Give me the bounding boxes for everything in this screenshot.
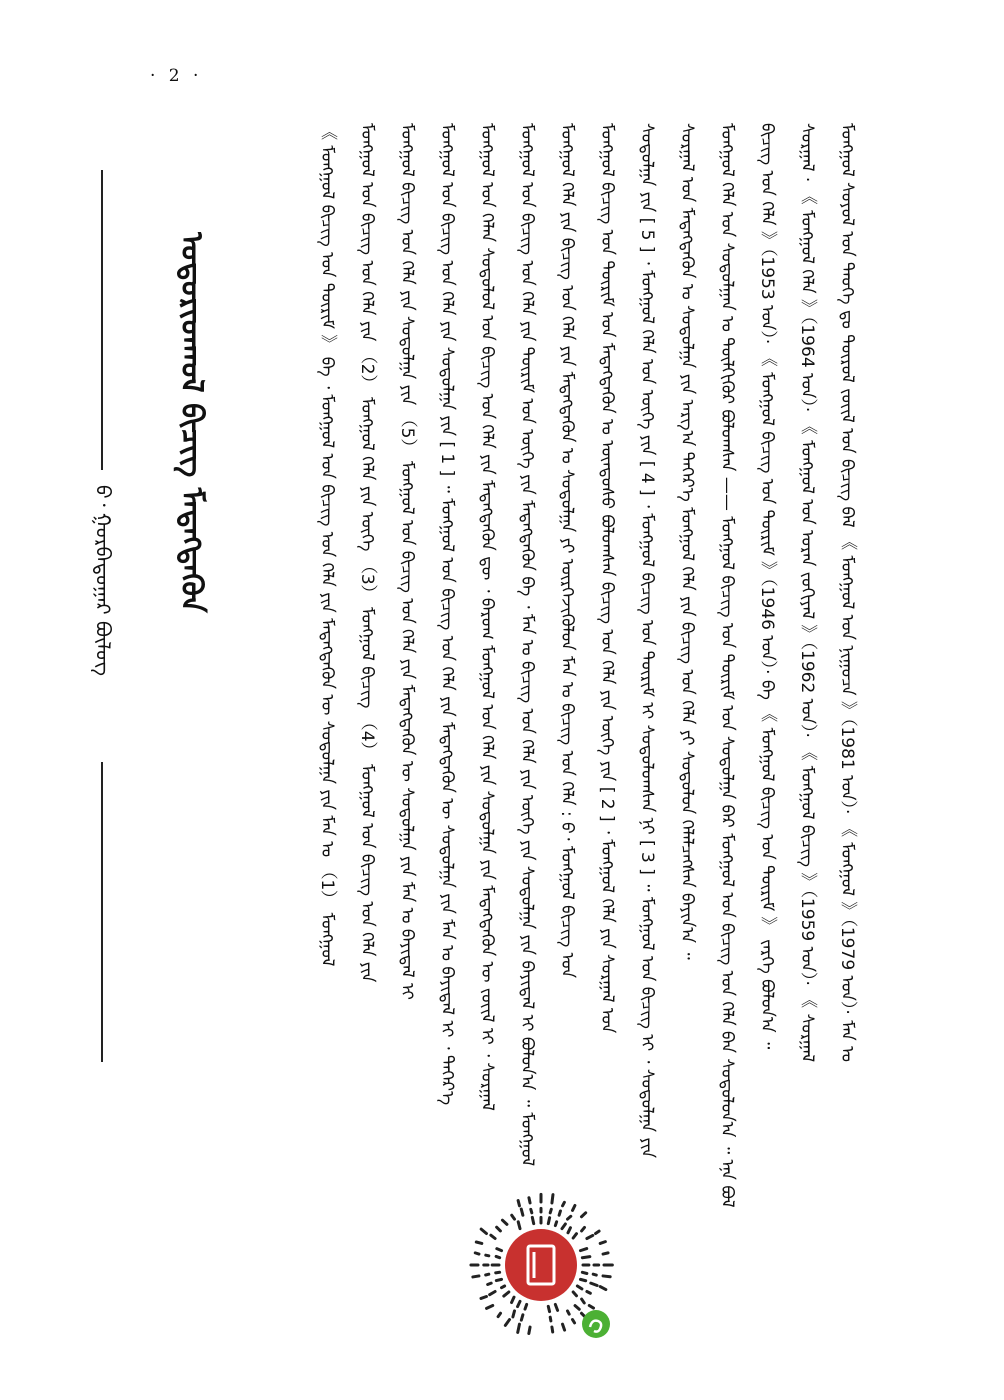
body-line-4: ᠮᠣᠩᠭᠣᠯ ᠪᠢᠴᠢᠭ ᠤᠨ ᠬᠡᠯᠡ ᠶᠢᠨ ᠰᠤᠳᠤᠯᠭᠠ ᠶᠢᠨ （5） ᠮᠣᠩᠭᠣᠯ ᠤᠨ ᠪᠢᠴᠢᠭ ᠤᠨ ᠬᠡᠯᠡ ᠶᠢᠨ ᠮᠡᠳᠡᠭᠳᠡᠬᠦᠨ ᠦ ᠰᠤᠳᠤᠯᠭᠠ ᠶᠢᠨ ᠮᠠᠨ ᠤ ᠪᠠᠶᠢᠳᠠᠯ ᠢ: [397, 123, 417, 1000]
body-line-9: ᠮᠣᠩᠭᠣᠯ ᠪᠢᠴᠢᠭ ᠤᠨ ᠳᠦᠷᠢᠮ ᠤᠨ ᠮᠡᠳᠡᠭᠳᠡᠬᠦᠨ ᠤ ᠦᠨᠳᠦᠰᠦ ᠪᠣᠯᠤᠭᠰᠠᠨ ᠪᠢᠴᠢᠭ ᠤᠨ ᠬᠡᠯᠡ ᠶᠢᠨ ᠦᠭᠡ ᠶᠢᠨ [ 2 ] ᠂ ᠮᠣᠩᠭᠣᠯ ᠬᠡᠯᠡ ᠶᠢᠨ ᠰᠤᠷᠭᠠᠯ ᠤᠨ: [597, 123, 617, 1034]
body-line-3: ᠮᠣᠩᠭᠣᠯ ᠤᠨ ᠪᠢᠴᠢᠭ ᠤᠨ ᠬᠡᠯᠡ ᠶᠢᠨ （2） ᠮᠣᠩᠭᠣᠯ ᠬᠡᠯᠡ ᠶᠢᠨ ᠦᠭᠡ （3） ᠮᠣᠩᠭᠣᠯ ᠪᠢᠴᠢᠭ （4） ᠮᠣᠩᠭᠣᠯ ᠤᠨ ᠪᠢᠴᠢᠭ ᠤᠨ ᠬᠡᠯᠡ ᠶᠢᠨ: [357, 123, 377, 983]
body-line-10: ᠰᠤᠳᠤᠯᠭᠠ ᠶᠢᠨ [ 5 ] ᠂ ᠮᠣᠩᠭᠣᠯ ᠬᠡᠯᠡ ᠤᠨ ᠦᠭᠡ ᠶᠢᠨ [ 4 ] ᠂ ᠮᠣᠩᠭᠣᠯ ᠪᠢᠴᠢᠭ ᠤᠨ ᠳᠦᠷᠢᠮ ᠢ ᠰᠤᠳᠤᠯᠤᠭᠰᠠᠨ ᠨᠢ [ 3 ] ᠃ ᠮᠣᠩᠭᠣᠯ ᠤᠨ ᠪᠢᠴᠢᠭ ᠢ ᠂ ᠰᠤᠳᠤᠯᠭᠠ ᠶᠢᠨ: [637, 123, 657, 1158]
body-line-15: ᠮᠣᠩᠭᠣᠯ ᠰᠤᠶᠤᠯ ᠤᠨ ᠲᠡᠦᠬᠡ ᠳᠤ ᠲᠦᠷᠦᠯ ᠵᠦᠢᠯ ᠤᠨ ᠪᠢᠴᠢᠭ ᠪᠡᠯ 《 ᠮᠣᠩᠭᠣᠯ ᠤᠨ ᠨᠢᠭᠤᠴᠠ 》（1981 ᠣᠨ）· 《 ᠮᠣᠩᠭᠣᠯ 》（1979 ᠣᠨ）· ᠮᠠᠨ ᠤ: [837, 123, 857, 1062]
body-line-14: ᠰᠤᠷᠭᠠᠯ · 《 ᠮᠣᠩᠭᠣᠯ ᠬᠡᠯᠡ 》（1964 ᠣᠨ）· 《 ᠮᠣᠩᠭᠣᠯ ᠤᠨ ᠤᠷᠠᠨ ᠵᠣᠬᠢᠶᠠᠯ 》（1962 ᠣᠨ）· 《 ᠮᠣᠩᠭᠣᠯ ᠪᠢᠴᠢᠭ 》（1959 ᠣᠨ）· 《 ᠰᠤᠷᠭᠠᠯ: [797, 123, 817, 1063]
header-rule-bottom: [101, 762, 103, 1062]
page-number: · 2 ·: [150, 66, 203, 86]
book-logo-icon: [505, 1229, 577, 1301]
chapter-title: ᠤᠳᠤᠷᠢᠳᠬᠤᠯ ᠪᠢᠴᠢᠭ ᠮᠡᠳᠡᠭᠳᠡᠬᠦᠨ: [174, 232, 209, 613]
body-line-8: ᠮᠣᠩᠭᠣᠯ ᠬᠡᠯᠡ ᠶᠢᠨ ᠪᠢᠴᠢᠭ ᠤᠨ ᠬᠡᠯᠡ ᠶᠢᠨ ᠮᠡᠳᠡᠭᠳᠡᠬᠦᠨ ᠤ ᠰᠤᠳᠤᠯᠭᠠ ᠶᠢ ᠦᠷᠭᠡᠵᠢᠭᠦᠯᠦᠨ ᠮᠠᠨ ᠤ ᠪᠢᠴᠢᠭ ᠤᠨ ᠬᠡᠯᠡ : ᠪ᠂ ᠮᠣᠩᠭᠣᠯ ᠪᠢᠴᠢᠭ ᠤᠨ: [557, 123, 577, 978]
header-rule-top: [101, 170, 103, 470]
running-head: ᠪ᠂ ᠭᠤᠷᠪᠠᠳᠤᠭᠠᠷ ᠪᠦᠯᠦᠭ: [91, 485, 115, 676]
body-line-6: ᠮᠣᠩᠭᠣᠯ ᠤᠨ ᠬᠡᠯᠡᠨ ᠰᠤᠳᠤᠯᠤᠯ ᠤᠨ ᠪᠢᠴᠢᠭ ᠤᠨ ᠬᠡᠯᠡ ᠶᠢᠨ ᠮᠡᠳᠡᠭᠳᠡᠬᠦᠨ ᠳᠦ ᠂ ᠪᠠᠷᠤᠭ ᠮᠣᠩᠭᠣᠯ ᠤᠨ ᠬᠡᠯᠡ ᠶᠢᠨ ᠰᠤᠳᠤᠯᠭᠠ ᠶᠢᠨ ᠮᠡᠳᠡᠭᠳᠡᠬᠦᠨ ᠦ ᠵᠦᠢᠯ ᠢ ᠂ ᠰᠤᠷᠭᠠᠯ: [477, 123, 497, 1111]
body-line-2: 《 ᠮᠣᠩᠭᠣᠯ ᠪᠢᠴᠢᠭ ᠤᠨ ᠳᠦᠷᠢᠮ 》 ᠪᠠ ᠂ ᠮᠣᠩᠭᠣᠯ ᠤᠨ ᠪᠢᠴᠢᠭ ᠤᠨ ᠬᠡᠯᠡ ᠶᠢᠨ ᠮᠡᠳᠡᠭᠳᠡᠬᠦᠨ ᠦ ᠰᠤᠳᠤᠯᠭᠠ ᠶᠢᠨ ᠮᠠᠨ ᠤ （1） ᠮᠣᠩᠭᠣᠯ: [317, 123, 337, 967]
body-line-5: ᠮᠣᠩᠭᠣᠯ ᠤᠨ ᠪᠢᠴᠢᠭ ᠤᠨ ᠬᠡᠯᠡ ᠶᠢᠨ ᠰᠤᠳᠤᠯᠭᠠ ᠶᠢᠨ [ 1 ] ᠃ ᠮᠣᠩᠭᠣᠯ ᠤᠨ ᠪᠢᠴᠢᠭ ᠤᠨ ᠬᠡᠯᠡ ᠶᠢᠨ ᠮᠡᠳᠡᠭᠳᠡᠬᠦᠨ ᠦ ᠰᠤᠳᠤᠯᠭᠠ ᠶᠢᠨ ᠮᠠᠨ ᠤ ᠪᠠᠶᠢᠳᠠᠯ ᠢ ᠂ ᠳᠡᠭᠡᠷ᠎ᠡ: [437, 123, 457, 1106]
body-line-11: ᠰᠤᠷᠭᠠᠯ ᠤᠨ ᠮᠡᠳᠡᠭᠳᠡᠬᠦᠨ ᠤ ᠰᠤᠳᠤᠯᠭᠠ ᠶᠢᠨ ᠠᠷᠭ᠎ᠠ ᠳᠡᠭᠡᠷ᠎ᠡ ᠮᠣᠩᠭᠣᠯ ᠬᠡᠯᠡ ᠶᠢᠨ ᠪᠢᠴᠢᠭ ᠤᠨ ᠬᠡᠯᠡ ᠶᠢ ᠰᠤᠳᠤᠯᠤᠨ ᠬᠡᠯᠡᠯᠴᠡᠭᠰᠡᠨ ᠪᠠᠶᠢᠨ᠎ᠠ ᠃: [677, 123, 697, 960]
body-line-7: ᠮᠣᠩᠭᠣᠯ ᠤᠨ ᠪᠢᠴᠢᠭ ᠤᠨ ᠬᠡᠯᠡ ᠶᠢᠨ ᠳᠦᠷᠢᠮ ᠤᠨ ᠦᠭᠡ ᠶᠢᠨ ᠮᠡᠳᠡᠭᠳᠡᠬᠦᠨ ᠪᠠ ᠂ ᠮᠠᠨ ᠤ ᠪᠢᠴᠢᠭ ᠤᠨ ᠬᠡᠯᠡ ᠶᠢᠨ ᠦᠭᠡ ᠶᠢᠨ ᠰᠤᠳᠤᠯᠭᠠ ᠶᠢᠨ ᠪᠠᠶᠢᠳᠠᠯ ᠢ ᠪᠣᠯᠤᠨ᠎ᠠ ᠃ ᠮᠣᠩᠭᠣᠯ: [517, 123, 537, 1167]
body-line-13: ᠪᠢᠴᠢᠭ ᠤᠨ ᠬᠡᠯᠡ 》（1953 ᠣᠨ）· 《 ᠮᠣᠩᠭᠣᠯ ᠪᠢᠴᠢᠭ ᠤᠨ ᠳᠦᠷᠢᠮ 》（1946 ᠣᠨ）· ᠪᠠ 《 ᠮᠣᠩᠭᠣᠯ ᠪᠢᠴᠢᠭ ᠤᠨ ᠳᠦᠷᠢᠮ 》 ᠵᠡᠷᠭᠡ ᠪᠣᠯᠤᠨ᠎ᠠ ᠃: [757, 123, 777, 1050]
wechat-mini-program-icon: [582, 1310, 610, 1338]
qr-code-icon: [462, 1186, 620, 1344]
body-line-12: ᠮᠣᠩᠭᠣᠯ ᠬᠡᠯᠡ ᠤᠨ ᠰᠤᠳᠤᠯᠭᠠᠨ ᠤ ᠲᠦᠯᠬᠢᠭᠦᠷ ᠪᠣᠯᠤᠭᠰᠠᠨ —— ᠮᠣᠩᠭᠣᠯ ᠪᠢᠴᠢᠭ ᠤᠨ ᠳᠦᠷᠢᠮ ᠤᠨ ᠰᠤᠳᠤᠯᠭᠠ ᠪᠡᠷ ᠮᠣᠩᠭᠣᠯ ᠤᠨ ᠪᠢᠴᠢᠭ ᠤᠨ ᠬᠡᠯᠡ ᠪᠡᠨ ᠰᠤᠳᠤᠯᠤᠨ᠎ᠠ ᠃ ᠡᠨᠡ ᠪᠤᠯ: [717, 123, 737, 1208]
